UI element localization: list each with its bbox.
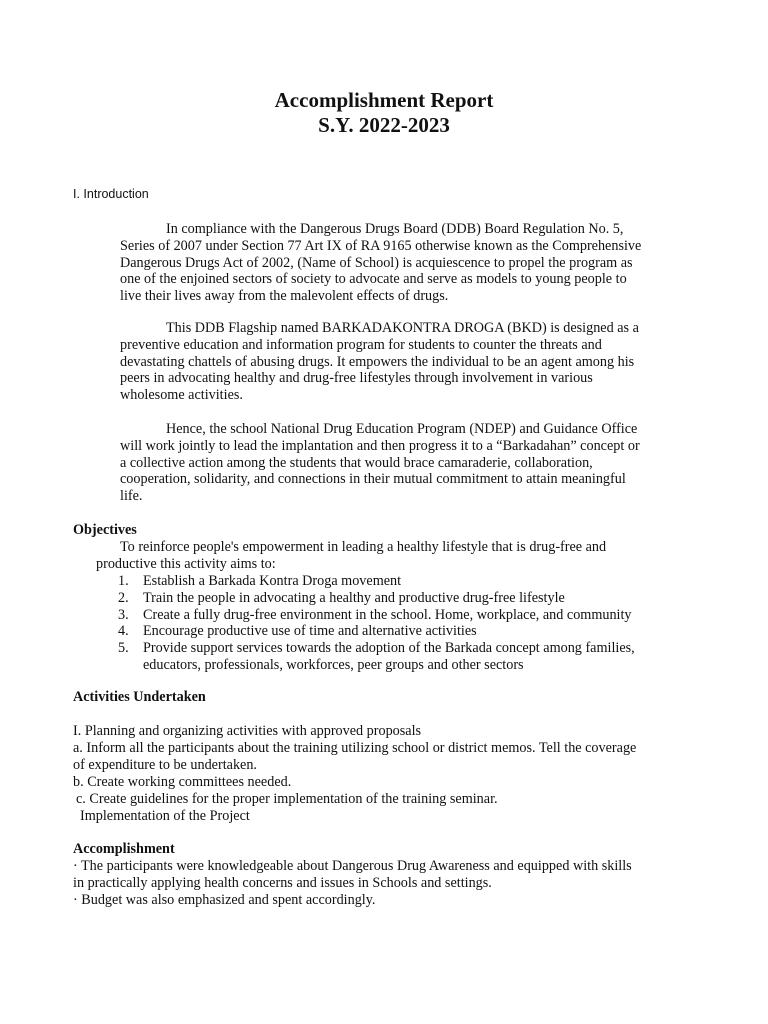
report-title: Accomplishment Report <box>274 88 494 112</box>
list-text-continued: educators, professionals, workforces, peer groups and other sectors <box>143 656 524 673</box>
paragraph-line: preventive education and information program for students to counter the threats and <box>120 336 602 353</box>
objectives-heading: Objectives <box>73 522 137 538</box>
list-text: Train the people in advocating a healthy and productive drug-free lifestyle <box>143 589 565 606</box>
list-text: Create a fully drug-free environment in the school. Home, workplace, and community <box>143 606 632 623</box>
accomplishment-line: · The participants were knowledgeable about Dangerous Drug Awareness and equipped with skills <box>73 858 632 874</box>
paragraph-line: peers in advocating healthy and drug-free lifestyles through involvement in various <box>120 370 593 387</box>
list-number: 1. <box>118 573 129 589</box>
accomplishment-line: · Budget was also emphasized and spent accordingly. <box>73 892 376 908</box>
objectives-list <box>96 573 635 674</box>
accomplishment-line: in practically applying health concerns and issues in Schools and settings. <box>73 875 492 891</box>
list-item <box>96 640 635 674</box>
intro-paragraph-1 <box>120 221 695 305</box>
paragraph-line: This DDB Flagship named BARKADAKONTRA DROGA (BKD) is designed as a <box>166 320 639 336</box>
list-number: 2. <box>118 589 129 606</box>
activity-line: c. Create guidelines for the proper implementation of the training seminar. <box>76 791 498 807</box>
list-text: Provide support services towards the adoption of the Barkada concept among families, <box>143 640 635 657</box>
paragraph-line: life. <box>120 488 143 505</box>
activity-line: of expenditure to be undertaken. <box>73 757 257 773</box>
paragraph-line: Hence, the school National Drug Education Program (NDEP) and Guidance Office <box>166 421 638 437</box>
paragraph-line: live their lives away from the malevolent effects of drugs. <box>120 288 449 305</box>
paragraph-line: will work jointly to lead the implantation and then progress it to a “Barkadahan” concept or <box>120 437 640 454</box>
intro-paragraph-2 <box>120 320 695 404</box>
objectives-intro <box>96 539 606 573</box>
list-number: 5. <box>118 640 129 657</box>
list-text: Encourage productive use of time and alternative activities <box>143 623 477 640</box>
list-number: 3. <box>118 606 129 623</box>
intro-paragraph-3 <box>120 421 695 505</box>
accomplishment-body <box>73 858 632 909</box>
list-text: Establish a Barkada Kontra Droga movement <box>143 573 402 589</box>
intro-line: To reinforce people's empowerment in leading a healthy lifestyle that is drug-free and <box>120 539 607 555</box>
accomplishment-heading: Accomplishment <box>73 841 175 857</box>
list-item <box>96 607 635 624</box>
paragraph-line: a collective action among the students that would brace camaraderie, collaboration, <box>120 454 593 471</box>
paragraph-line: devastating chattels of abusing drugs. It empowers the individual to be an agent among his <box>120 353 635 370</box>
activities-body <box>73 723 636 825</box>
activity-line: I. Planning and organizing activities with approved proposals <box>73 723 422 739</box>
activity-line: Implementation of the Project <box>80 808 250 824</box>
school-year: S.Y. 2022-2023 <box>318 113 450 137</box>
introduction-heading: I. Introduction <box>73 187 149 201</box>
list-item <box>96 623 635 640</box>
activity-line: a. Inform all the participants about the training utilizing school or district memos. Tell the coverage <box>73 740 637 756</box>
intro-line: productive this activity aims to: <box>96 555 276 572</box>
paragraph-line: In compliance with the Dangerous Drugs Board (DDB) Board Regulation No. 5, <box>166 221 624 237</box>
list-number: 4. <box>118 623 129 640</box>
activities-heading: Activities Undertaken <box>73 689 206 705</box>
paragraph-line: one of the enjoined sectors of society to advocate and serve as models to young people to <box>120 271 627 288</box>
list-item <box>96 590 635 607</box>
paragraph-line: cooperation, solidarity, and connections in their mutual commitment to attain meaningful <box>120 471 626 488</box>
activity-line: b. Create working committees needed. <box>73 774 292 790</box>
paragraph-line: wholesome activities. <box>120 387 243 404</box>
list-item <box>96 573 635 590</box>
paragraph-line: Dangerous Drugs Act of 2002, (Name of School) is acquiescence to propel the program as <box>120 254 633 271</box>
paragraph-line: Series of 2007 under Section 77 Art IX of RA 9165 otherwise known as the Comprehensive <box>120 237 642 254</box>
